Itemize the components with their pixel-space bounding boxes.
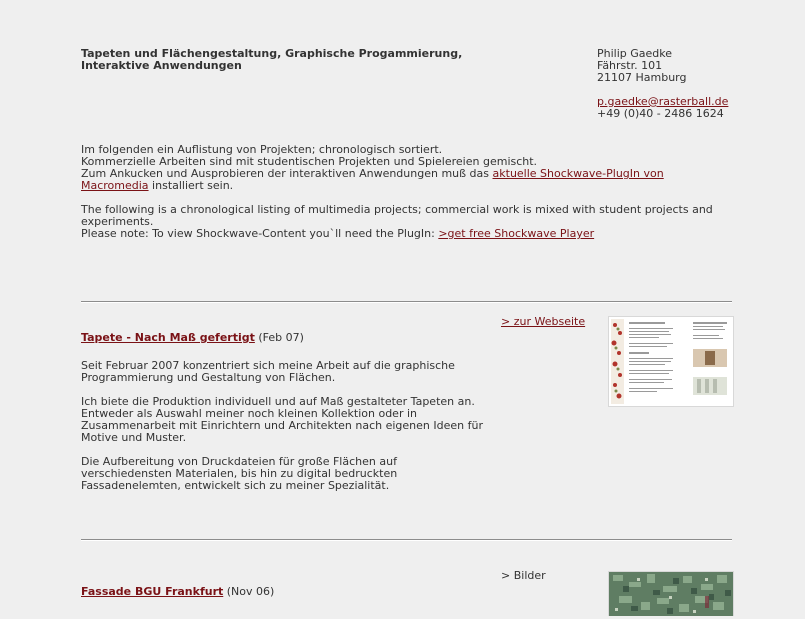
intro-de-line-1: Im folgenden ein Auflistung von Projekten; chronologisch sortiert.	[81, 143, 443, 156]
intro-german	[81, 144, 733, 192]
email-link[interactable]: p.gaedke@rasterball.de	[597, 95, 729, 108]
project-2-thumbnail[interactable]	[608, 571, 734, 616]
shockwave-player-link[interactable]: >get free Shockwave Player	[438, 227, 595, 240]
project-2-title-link[interactable]: Fassade BGU Frankfurt	[81, 585, 224, 598]
intro-de-line-3: Zum Ankucken und Ausprobieren der interaktiven Anwendungen muß das	[81, 167, 493, 180]
intro-de-line-3-suffix: installiert sein.	[148, 179, 234, 192]
page-title	[81, 48, 501, 72]
divider	[81, 301, 732, 303]
project-2-images-link[interactable]: > Bilder	[501, 569, 546, 582]
wallpaper-preview-image	[609, 317, 733, 406]
project-1-website-link[interactable]: > zur Webseite	[501, 315, 586, 328]
project-1-paragraph-1: Seit Februar 2007 konzentriert sich meine Arbeit auf die graphische Programmierung und Gestaltung von Flächen.	[81, 359, 455, 384]
intro-text	[81, 144, 733, 252]
project-1-title-link[interactable]: Tapete - Nach Maß gefertigt	[81, 331, 255, 344]
contact-phone: +49 (0)40 - 2486 1624	[597, 107, 724, 120]
project-1-paragraph-2: Ich biete die Produktion individuell und auf Maß gestalteter Tapeten an. Entweder als Auswahl meiner noch kleinen Kollektion oder in Zusammenarbeit mit Einrichtern und Architekten nach eigenen Ideen für Motive und Muster.	[81, 395, 483, 444]
divider	[81, 539, 732, 541]
project-2	[81, 586, 486, 598]
contact-block	[597, 48, 797, 120]
contact-name: Philip Gaedke	[597, 47, 673, 60]
intro-en-line-2: Please note: To view Shockwave-Content you`ll need the PlugIn:	[81, 227, 439, 240]
project-1	[81, 332, 486, 504]
shockwave-plugin-link[interactable]: aktuelle Shockwave-PlugIn von Macromedia	[81, 167, 664, 192]
contact-street: Fährstr. 101	[597, 59, 663, 72]
intro-de-line-2: Kommerzielle Arbeiten sind mit studentischen Projekten und Spielereien gemischt.	[81, 155, 538, 168]
intro-en-line-1: The following is a chronological listing of multimedia projects; commercial work is mixed with student projects and experiments.	[81, 203, 713, 228]
contact-city: 21107 Hamburg	[597, 71, 687, 84]
project-1-paragraph-3: Die Aufbereitung von Druckdateien für große Flächen auf verschiedensten Materialen, bis hin zu digital bedruckten Fassadenelemten, entwickelt sich zu meiner Spezialität.	[81, 455, 398, 492]
facade-pattern-image	[609, 572, 733, 616]
project-1-date: (Feb 07)	[254, 331, 304, 344]
intro-english	[81, 204, 733, 240]
title-line-2: Interaktive Anwendungen	[81, 59, 242, 72]
project-1-thumbnail[interactable]	[608, 316, 734, 407]
title-line-1: Tapeten und Flächengestaltung, Graphische Progammierung,	[81, 47, 463, 60]
project-2-date: (Nov 06)	[223, 585, 275, 598]
